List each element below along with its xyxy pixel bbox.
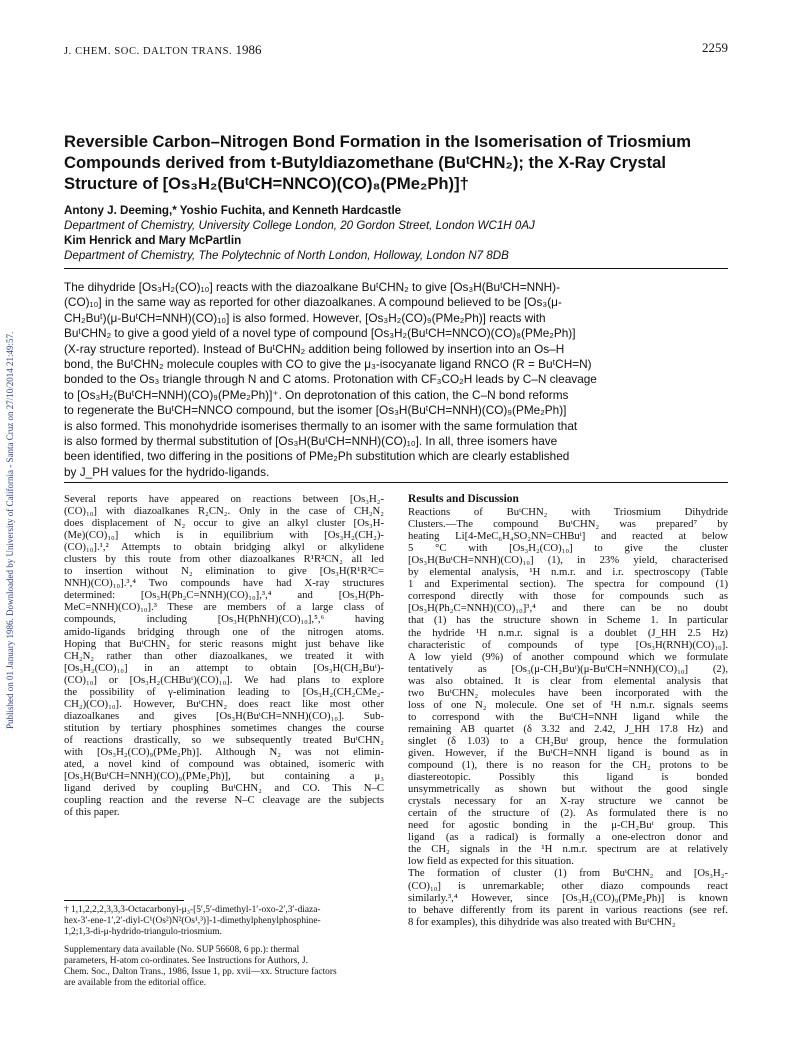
text-line: (CO)₁₀] with diazoalkanes R₂CN₂. Only in the case of CH₂N₂: [64, 505, 384, 518]
text-line: ated, a novel kind of compound was obtained, isomeric with: [64, 758, 384, 771]
text-line: Reactions of BuᵗCHN₂ with Triosmium Dihydride: [408, 506, 728, 519]
title-line: Reversible Carbon–Nitrogen Bond Formation in the Isomerisation of Triosmium: [64, 132, 691, 151]
left-column: [64, 493, 384, 818]
abstract-line: to regenerate the BuᵗCH=NNCO compound, but the isomer [Os₃H(BuᵗCH=NNH)(CO)₉(PMe₂Ph)]: [64, 403, 567, 418]
text-line: crystals necessary for an X-ray structure we cannot be: [408, 795, 728, 808]
text-line: two BuᵗCHN₂ molecules have been incorporated with the: [408, 686, 728, 699]
text-line: compounds, including [Os₃H(PhNH)(CO)₁₀],⁵,⁶ having: [64, 613, 384, 626]
text-line: loss of one N₂ molecule. One set of ¹H n.m.r. signals seems: [408, 698, 728, 711]
abstract-line: bond, the BuᵗCHN₂ molecule couples with CO to give the μ₃-isocyanate ligand RNCO (R = BuᵗCH=N): [64, 357, 592, 372]
download-watermark: Published on 01 January 1986. Downloaded by University of California - Santa Cruz on 27/10/2014 21:49:57.: [5, 331, 15, 729]
abstract-line: bonded to the Os₃ triangle through N and C atoms. Protonation with CF₃CO₂H leads by C–N cleavage: [64, 372, 597, 387]
text-line: of this paper.: [64, 806, 120, 819]
text-line: characteristic of compounds of type [Os₃H(RNH)(CO)₁₀].: [408, 638, 728, 651]
text-line: low field as expected for this situation.: [408, 855, 574, 868]
abstract-line: (X-ray structure reported). Instead of BuᵗCHN₂ addition being followed by insertion into an Os–H: [64, 341, 565, 356]
text-line: MeC=NNH)(CO)₁₀].³ These are members of a large class of: [64, 601, 384, 614]
text-line: amido-ligands bridging through one of the nitrogen atoms.: [64, 625, 384, 638]
abstract-top-rule: [64, 268, 728, 269]
text-line: diastereotopic. Possibly this ligand is bonded: [408, 771, 728, 784]
text-line: the CH₂ signals in the ¹H n.m.r. spectrum are at relatively: [408, 843, 728, 856]
text-line: Supplementary data available (No. SUP 56608, 6 pp.): thermal: [64, 945, 300, 955]
author-affiliation: Department of Chemistry, The Polytechnic of North London, Holloway, London N7 8DB: [64, 249, 509, 262]
footnote-rule: [64, 900, 184, 901]
text-line: diazoalkanes and gives [Os₃H(BuᵗCH=NNH)(CO)₁₀]. Sub-: [64, 709, 384, 722]
text-line: the hydride ¹H n.m.r. signal is a doublet (J_HH 2.5 Hz): [408, 626, 728, 639]
text-line: compound (1), there is no reason for the CH₂ protons to be: [408, 759, 728, 772]
text-line: does displacement of N₂ occur to give an alkyl cluster [Os₃H-: [64, 517, 384, 530]
text-line: A low yield (9%) of another compound which we formulate: [408, 650, 728, 663]
text-line: hex-3′-ene-1′,2′-diyl-C¹(Os²)N²(Os¹,³)]-1-dimethylphenylphosphine-: [64, 916, 321, 926]
text-line: to behave differently from its parent in various reactions (see ref.: [408, 903, 728, 916]
journal-name: J. CHEM. SOC. DALTON TRANS.: [64, 46, 233, 57]
text-line: are available from the editorial office.: [64, 978, 206, 988]
text-line: † 1,1,2,2,2,3,3,3-Octacarbonyl-μ₃-[5′,5′-dimethyl-1′-oxo-2′,3′-diaza-: [64, 905, 321, 915]
text-line: the possibility of γ-elimination leading to [Os₃H₂(CH₂CMe₂-: [64, 685, 384, 698]
abstract-line: is also formed by thermal substitution of [Os₃H(BuᵗCH=NNH)(CO)₁₀]. In all, three isomers have: [64, 434, 558, 449]
text-line: 5 °C with [Os₃H₂(CO)₁₀] to give the cluster: [408, 542, 728, 555]
text-line: (CO)₁₀] is unremarkable; other diazo compounds react: [408, 879, 728, 892]
text-line: CH₂N₂ rather than other diazoalkanes, we treated it with: [64, 649, 384, 662]
text-line: coupling reaction and the reverse N–C cleavage are the subjects: [64, 794, 384, 807]
abstract-line: The dihydride [Os₃H₂(CO)₁₀] reacts with the diazoalkane BuᵗCHN₂ to give [Os₃H(BuᵗCH=NNH)-: [64, 280, 561, 294]
text-line: to correspond with the BuᵗCH=NNH ligand while the: [408, 710, 728, 723]
right-column-body: [408, 506, 728, 928]
text-line: similarly.³,⁴ However, since [Os₃H₂(CO)₉(PMe₂Ph)] is known: [408, 891, 728, 904]
article-title: [64, 131, 744, 194]
text-line: to insertion without N₂ elimination to give [Os₃H(R¹R²C=: [64, 565, 384, 578]
title-line: Compounds derived from t-Butyldiazomethane (BuᵗCHN₂); the X-Ray Crystal: [64, 153, 666, 172]
text-line: determined: [Os₃H(Ph₂C=NNH)(CO)₁₀],³,⁴ and [Os₃H(Ph-: [64, 589, 384, 602]
text-line: parameters, H-atom co-ordinates. See Instructions for Authors, J.: [64, 956, 308, 966]
text-line: [Os₃H₂(CO)₁₀] in an attempt to obtain [Os₃H(CH₂Buᵗ)-: [64, 661, 384, 674]
text-line: ligand derived by coupling BuᵗCHN₂ and CO. This N–C: [64, 782, 384, 795]
abstract: [64, 280, 728, 480]
abstract-line: to [Os₃H₂(BuᵗCH=NNH)(CO)₉(PMe₂Ph)]⁺. On deprotonation of this cation, the C–N bond reforms: [64, 387, 569, 402]
text-line: (CO)₁₀].¹,² Attempts to obtain bridging alkyl or alkylidene: [64, 541, 384, 554]
text-line: of reactions drastically, so we subsequently treated BuᵗCHN₂: [64, 733, 384, 746]
journal-year: 1986: [235, 42, 262, 57]
text-line: by elemental analysis, ¹H n.m.r. and i.r. spectroscopy (Table: [408, 566, 728, 579]
text-line: 1,2;1,3-di-μ-hydrido-triangulo-triosmium.: [64, 927, 222, 937]
text-line: [Os₃H(BuᵗCH=NNH)(CO)₁₀] (1), in 23% yield, characterised: [408, 554, 728, 567]
right-column: [408, 493, 728, 928]
title-line: Structure of [Os₃H₂(BuᵗCH=NNCO)(CO)₈(PMe₂Ph)]†: [64, 174, 469, 193]
text-line: 1 and Experimental section). The spectra for compound (1): [408, 578, 728, 591]
text-line: [Os₃H(BuᵗCH=NNH)(CO)₉(PMe₂Ph)], but containing a μ₃: [64, 770, 384, 783]
text-line: Chem. Soc., Dalton Trans., 1986, Issue 1, pp. xvii—xx. Structure factors: [64, 967, 337, 977]
text-line: Several reports have appeared on reactions between [Os₃H₂-: [64, 493, 384, 505]
author-affiliation: Department of Chemistry, University College London, 20 Gordon Street, London WC1H 0AJ: [64, 219, 535, 232]
abstract-line: been identified, two differing in the positions of PMe₂Ph substitution which are clearly established: [64, 449, 570, 464]
text-line: given. However, if the BuᵗCH=NNH ligand is bound as in: [408, 746, 728, 759]
abstract-bottom-rule: [64, 482, 728, 483]
author-names: Kim Henrick and Mary McPartlin: [64, 234, 242, 247]
text-line: correspond directly with those for compounds such as: [408, 590, 728, 603]
text-line: singlet (δ 1.03) to a CH₂Buᵗ group, hence the formulation: [408, 734, 728, 747]
text-line: 8 for examples), this dihydride was also treated with BuᵗCHN₂: [408, 915, 676, 928]
text-line: heating Li[4-MeC₆H₄SO₂NN=CHBuᵗ] and reacted at below: [408, 530, 728, 543]
text-line: unsymmetrically as shown but without the good single: [408, 783, 728, 796]
author-block: [64, 203, 744, 263]
text-line: ligand (as a radical) is formally a one-electron donor and: [408, 831, 728, 844]
abstract-line: is also formed. This monohydride isomerises thermally to an isomer with the same formulation that: [64, 418, 578, 433]
text-line: (CO)₁₀] or [Os₃H₂(CHBuᵗ)(CO)₁₀]. We had plans to explore: [64, 673, 384, 686]
dagger-footnote: [64, 905, 384, 938]
text-line: NNH)(CO)₁₀].³,⁴ Two compounds have had X-ray structures: [64, 577, 384, 590]
abstract-line: (CO)₁₀] in the same way as reported for other diazoalkanes. A compound believed to be [Os₃(μ-: [64, 295, 562, 310]
text-line: tentatively as [Os₃(μ-CH₂Buᵗ)(μ-BuᵗCH=NNH)(CO)₁₀] (2),: [408, 662, 728, 675]
text-line: CH₂)(CO)₁₀]. However, BuᵗCHN₂ does react like most other: [64, 697, 384, 710]
text-line: Clusters.—The compound BuᵗCHN₂ was prepared⁷ by: [408, 518, 728, 531]
section-heading: Results and Discussion: [408, 493, 519, 505]
abstract-line: by J_PH values for the hydrido-ligands.: [64, 464, 270, 479]
text-line: remaining AB quartet (δ 3.32 and 2.42, J_HH 17.8 Hz) and: [408, 722, 728, 735]
text-line: Hoping that BuᵗCHN₂ for steric reasons might just behave like: [64, 637, 384, 650]
text-line: that (1) has the structure shown in Scheme 1. In particular: [408, 614, 728, 627]
journal-header: [64, 42, 262, 58]
page-number: 2259: [702, 40, 728, 55]
supplementary-note: [64, 945, 384, 989]
text-line: with [Os₃H₂(CO)₉(PMe₂Ph)]. Although N₂ was not elimin-: [64, 745, 384, 758]
author-names: Antony J. Deeming,* Yoshio Fuchita, and Kenneth Hardcastle: [64, 204, 402, 217]
text-line: [Os₃H(Ph₂C=NNH)(CO)₁₀]³,⁴ and there can be no doubt: [408, 602, 728, 615]
text-line: (Me)(CO)₁₀] which is in equilibrium with [Os₃H₂(CH₂)-: [64, 529, 384, 542]
abstract-line: CH₂Buᵗ)(μ-BuᵗCH=NNH)(CO)₁₀] is also formed. However, [Os₃H₂(CO)₉(PMe₂Ph)] reacts with: [64, 310, 546, 325]
text-line: was also obtained. It is clear from elemental analysis that: [408, 674, 728, 687]
text-line: certain of the structure of (2). As formulated there is no: [408, 807, 728, 820]
text-line: The formation of cluster (1) from BuᵗCHN₂ and [Os₃H₂-: [408, 867, 728, 880]
text-line: clusters by this route from other diazoalkanes R¹R²CN₂ all led: [64, 553, 384, 566]
footnotes: [64, 905, 384, 989]
abstract-line: BuᵗCHN₂ to give a good yield of a novel type of compound [Os₃H₂(BuᵗCH=NNCO)(CO)₈(PMe₂Ph)]: [64, 326, 576, 341]
text-line: need for agostic bonding in the μ-CH₂Buᵗ group. This: [408, 819, 728, 832]
text-line: stitution by tertiary phosphines sometimes changes the course: [64, 721, 384, 734]
